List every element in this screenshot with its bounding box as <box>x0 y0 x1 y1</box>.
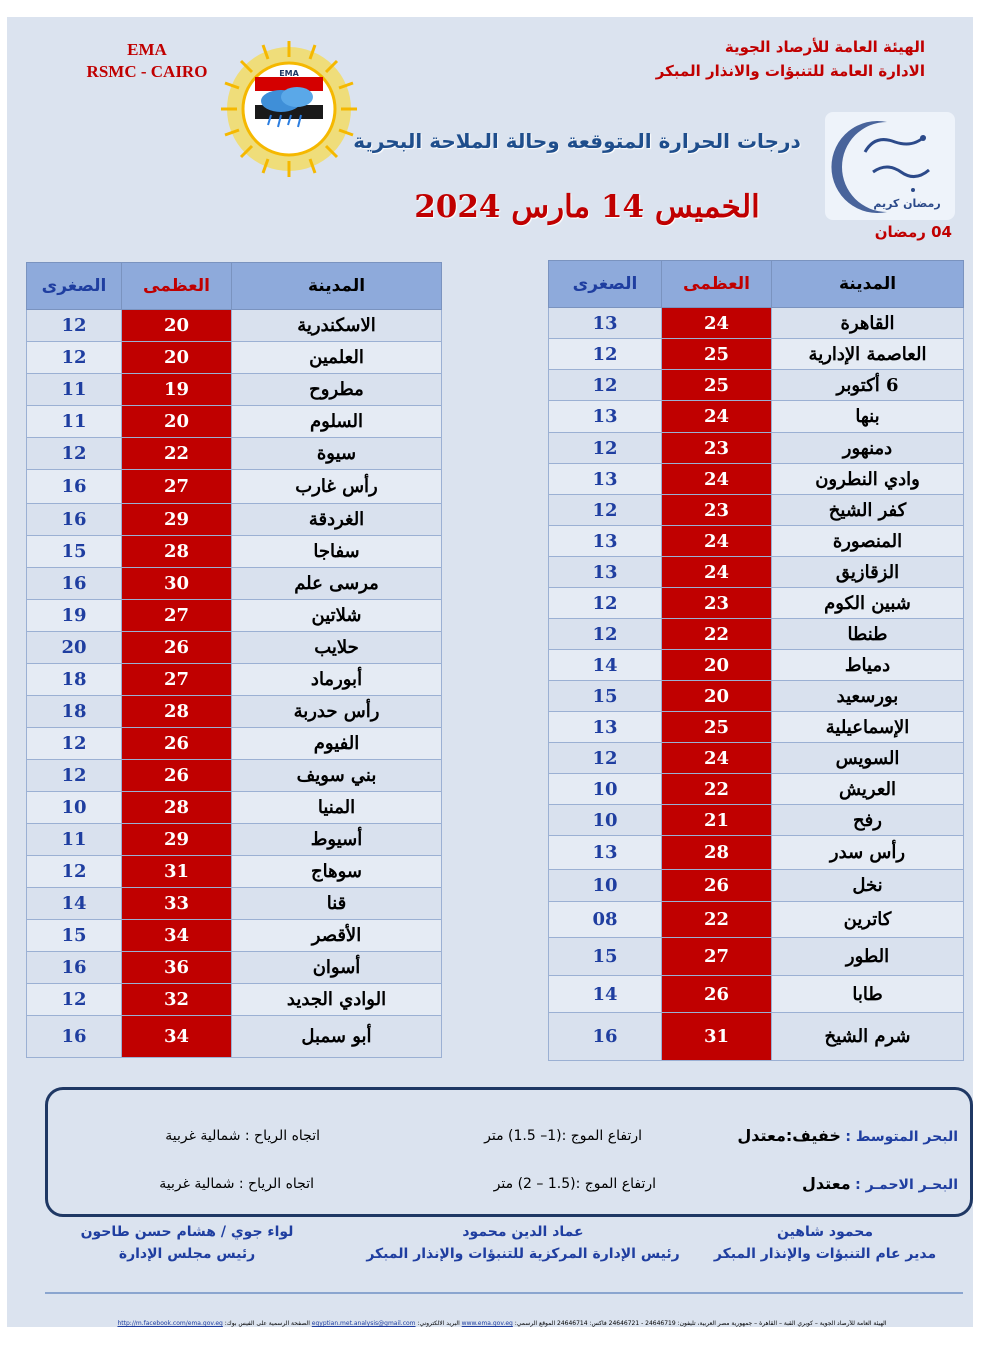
footer-address: الهيئة العامة للأرصاد الجوية – كوبري القبة – القاهرة – جمهورية مصر العربية، تليفون: 24646719 - 24646721 فاكس: 24646714 الموقع الرسمي: <box>514 1320 887 1327</box>
city-cell: العريش <box>772 774 964 805</box>
max-column-header: العظمى <box>662 261 772 308</box>
max-temp-cell: 20 <box>122 406 232 438</box>
med-wind-direction: اتجاه الرياح : شمالية غربية <box>165 1128 320 1144</box>
table-row <box>27 664 442 696</box>
city-cell: مرسى علم <box>232 568 442 600</box>
min-temp-cell: 12 <box>27 342 122 374</box>
marine-conditions-box <box>45 1087 973 1217</box>
table-row <box>549 619 964 650</box>
red-sea-label <box>802 1174 958 1193</box>
table-row <box>27 984 442 1016</box>
min-temp-cell: 14 <box>549 976 662 1013</box>
min-temp-cell: 13 <box>549 526 662 557</box>
max-temp-cell: 22 <box>662 619 772 650</box>
city-column-header: المدينة <box>232 263 442 310</box>
max-temp-cell: 27 <box>122 600 232 632</box>
city-cell: دمياط <box>772 650 964 681</box>
red-wave-height: ارتفاع الموج :(1.5 – 2) متر <box>493 1176 656 1192</box>
table-row <box>549 433 964 464</box>
city-cell: أسوان <box>232 952 442 984</box>
city-cell: طنطا <box>772 619 964 650</box>
max-temp-cell: 31 <box>122 856 232 888</box>
facebook-link[interactable]: http://m.facebook.com/ema.gov.eg <box>117 1320 223 1327</box>
min-temp-cell: 12 <box>549 339 662 370</box>
city-cell: حلايب <box>232 632 442 664</box>
min-temp-cell: 15 <box>549 681 662 712</box>
table-row <box>27 1016 442 1058</box>
signature-name: عماد الدين محمود <box>462 1224 584 1240</box>
max-temp-cell: 20 <box>662 681 772 712</box>
city-cell: بنها <box>772 401 964 433</box>
med-sea-state: خفيف:معتدل <box>737 1126 841 1145</box>
city-cell: أسيوط <box>232 824 442 856</box>
org-department: الادارة العامة للتنبؤات والانذار المبكر <box>655 62 925 80</box>
table-row <box>27 536 442 568</box>
city-cell: مطروح <box>232 374 442 406</box>
min-temp-cell: 11 <box>27 824 122 856</box>
max-temp-cell: 24 <box>662 526 772 557</box>
city-cell: الفيوم <box>232 728 442 760</box>
max-temp-cell: 22 <box>122 438 232 470</box>
table-row <box>27 888 442 920</box>
max-temp-cell: 25 <box>662 712 772 743</box>
med-sea-label <box>737 1126 958 1145</box>
min-temp-cell: 11 <box>27 406 122 438</box>
min-temp-cell: 15 <box>27 920 122 952</box>
city-cell: الأقصر <box>232 920 442 952</box>
max-temp-cell: 24 <box>662 401 772 433</box>
min-column-header: الصغرى <box>27 263 122 310</box>
table-row <box>549 902 964 938</box>
table-row <box>549 870 964 902</box>
table-row <box>549 836 964 870</box>
city-cell: سيوة <box>232 438 442 470</box>
table-row <box>27 856 442 888</box>
left-table-body <box>27 310 442 1058</box>
min-temp-cell: 13 <box>549 308 662 339</box>
signature-name: لواء جوي / هشام حسن طاحون <box>80 1224 294 1240</box>
table-row <box>27 310 442 342</box>
min-temp-cell: 14 <box>27 888 122 920</box>
city-cell: أبورماد <box>232 664 442 696</box>
city-cell: بني سويف <box>232 760 442 792</box>
max-temp-cell: 24 <box>662 743 772 774</box>
table-row <box>27 342 442 374</box>
min-temp-cell: 10 <box>27 792 122 824</box>
min-temp-cell: 14 <box>549 650 662 681</box>
max-temp-cell: 26 <box>662 870 772 902</box>
footer-contact <box>67 1320 937 1327</box>
bulletin-page <box>7 17 973 1327</box>
city-cell: سفاجا <box>232 536 442 568</box>
city-cell: سوهاج <box>232 856 442 888</box>
table-row <box>549 557 964 588</box>
min-temp-cell: 12 <box>549 588 662 619</box>
table-row <box>27 438 442 470</box>
email-link[interactable]: egyptian.met.analysis@gmail.com <box>311 1320 416 1327</box>
table-row <box>549 495 964 526</box>
logo-text: EMA <box>279 69 299 78</box>
max-temp-cell: 20 <box>662 650 772 681</box>
max-temp-cell: 24 <box>662 308 772 339</box>
city-cell: العاصمة الإدارية <box>772 339 964 370</box>
city-cell: 6 أكتوبر <box>772 370 964 401</box>
max-temp-cell: 34 <box>122 920 232 952</box>
table-row <box>549 712 964 743</box>
city-cell: كفر الشيخ <box>772 495 964 526</box>
city-cell: الزقازيق <box>772 557 964 588</box>
min-temp-cell: 19 <box>27 600 122 632</box>
left-temperature-table <box>26 262 442 1058</box>
table-header-row <box>549 261 964 308</box>
organization-arabic <box>656 35 925 83</box>
min-temp-cell: 12 <box>27 760 122 792</box>
email-label: البريد الالكتروني: <box>417 1320 460 1327</box>
min-temp-cell: 12 <box>27 310 122 342</box>
max-temp-cell: 29 <box>122 824 232 856</box>
min-temp-cell: 16 <box>27 952 122 984</box>
max-temp-cell: 34 <box>122 1016 232 1058</box>
min-temp-cell: 16 <box>27 568 122 600</box>
city-cell: شبين الكوم <box>772 588 964 619</box>
city-cell: طابا <box>772 976 964 1013</box>
right-temperature-table <box>548 260 964 1061</box>
min-temp-cell: 12 <box>549 495 662 526</box>
max-temp-cell: 23 <box>662 588 772 619</box>
table-row <box>549 464 964 495</box>
max-temp-cell: 21 <box>662 805 772 836</box>
max-temp-cell: 20 <box>122 342 232 374</box>
min-temp-cell: 12 <box>27 438 122 470</box>
signature-central-director <box>363 1221 683 1265</box>
med-sea-name: البحر المتوسط : <box>845 1129 958 1145</box>
city-cell: رأس سدر <box>772 836 964 870</box>
max-temp-cell: 25 <box>662 370 772 401</box>
table-row <box>549 774 964 805</box>
city-cell: الطور <box>772 938 964 976</box>
table-row <box>27 374 442 406</box>
table-row <box>549 650 964 681</box>
table-row <box>549 401 964 433</box>
ema-logo-icon <box>219 39 359 179</box>
city-cell: أبو سمبل <box>232 1016 442 1058</box>
city-cell: نخل <box>772 870 964 902</box>
city-cell: الوادي الجديد <box>232 984 442 1016</box>
city-cell: رأس غارب <box>232 470 442 504</box>
max-temp-cell: 31 <box>662 1013 772 1061</box>
table-row <box>27 792 442 824</box>
table-row <box>549 681 964 712</box>
ramadan-moon-icon <box>825 112 955 220</box>
min-temp-cell: 11 <box>27 374 122 406</box>
city-column-header: المدينة <box>772 261 964 308</box>
red-sea-state: معتدل <box>802 1174 851 1193</box>
city-cell: الإسماعيلية <box>772 712 964 743</box>
min-temp-cell: 10 <box>549 870 662 902</box>
ema-acronym: EMA <box>127 40 167 59</box>
city-cell: الاسكندرية <box>232 310 442 342</box>
city-cell: العلمين <box>232 342 442 374</box>
max-temp-cell: 28 <box>122 696 232 728</box>
table-row <box>27 632 442 664</box>
table-row <box>549 588 964 619</box>
max-temp-cell: 26 <box>122 728 232 760</box>
max-temp-cell: 25 <box>662 339 772 370</box>
table-row <box>27 824 442 856</box>
min-temp-cell: 13 <box>549 836 662 870</box>
table-row <box>549 743 964 774</box>
max-temp-cell: 22 <box>662 774 772 805</box>
min-temp-cell: 16 <box>27 504 122 536</box>
table-row <box>27 470 442 504</box>
city-cell: السلوم <box>232 406 442 438</box>
city-cell: السويس <box>772 743 964 774</box>
min-temp-cell: 10 <box>549 805 662 836</box>
page-title: درجات الحرارة المتوقعة وحالة الملاحة البحرية <box>353 129 801 153</box>
max-temp-cell: 28 <box>122 792 232 824</box>
forecast-date: الخميس 14 مارس 2024 <box>414 189 760 225</box>
signature-name: محمود شاهين <box>776 1224 874 1240</box>
min-temp-cell: 18 <box>27 664 122 696</box>
max-temp-cell: 26 <box>122 760 232 792</box>
table-row <box>549 1013 964 1061</box>
min-temp-cell: 13 <box>549 712 662 743</box>
min-temp-cell: 13 <box>549 401 662 433</box>
table-row <box>549 370 964 401</box>
min-temp-cell: 12 <box>549 619 662 650</box>
table-row <box>27 406 442 438</box>
max-temp-cell: 36 <box>122 952 232 984</box>
min-temp-cell: 12 <box>27 856 122 888</box>
table-row <box>27 696 442 728</box>
min-temp-cell: 12 <box>27 984 122 1016</box>
city-cell: وادي النطرون <box>772 464 964 495</box>
min-temp-cell: 13 <box>549 557 662 588</box>
max-temp-cell: 23 <box>662 433 772 464</box>
max-temp-cell: 28 <box>662 836 772 870</box>
website-link[interactable]: www.ema.gov.eg <box>461 1320 513 1327</box>
city-cell: الغردقة <box>232 504 442 536</box>
max-temp-cell: 26 <box>662 976 772 1013</box>
min-temp-cell: 18 <box>27 696 122 728</box>
table-row <box>549 976 964 1013</box>
city-cell: رأس حدربة <box>232 696 442 728</box>
table-row <box>27 600 442 632</box>
city-cell: دمنهور <box>772 433 964 464</box>
hijri-date: 04 رمضان <box>874 223 952 241</box>
signature-forecast-director <box>695 1221 955 1265</box>
city-cell: رفح <box>772 805 964 836</box>
min-column-header: الصغرى <box>549 261 662 308</box>
max-temp-cell: 30 <box>122 568 232 600</box>
min-temp-cell: 13 <box>549 464 662 495</box>
max-temp-cell: 22 <box>662 902 772 938</box>
max-temp-cell: 27 <box>662 938 772 976</box>
max-temp-cell: 20 <box>122 310 232 342</box>
city-cell: المنيا <box>232 792 442 824</box>
min-temp-cell: 16 <box>549 1013 662 1061</box>
red-sea-name: البحـر الاحمـر : <box>855 1177 958 1193</box>
city-cell: بورسعيد <box>772 681 964 712</box>
min-temp-cell: 16 <box>27 470 122 504</box>
table-row <box>549 526 964 557</box>
city-cell: كاترين <box>772 902 964 938</box>
signature-title: رئيس الإدارة المركزية للتنبؤات والإنذار المبكر <box>366 1246 680 1262</box>
signature-title: مدير عام التنبؤات والإنذار المبكر <box>713 1246 937 1262</box>
signature-board-chairman <box>67 1221 307 1265</box>
min-temp-cell: 15 <box>27 536 122 568</box>
table-row <box>549 805 964 836</box>
rsmc-label: RSMC - CAIRO <box>86 62 208 81</box>
table-row <box>27 568 442 600</box>
moon-text: رمضان كريم <box>873 197 941 210</box>
min-temp-cell: 16 <box>27 1016 122 1058</box>
max-temp-cell: 24 <box>662 557 772 588</box>
signature-title: رئيس مجلس الإدارة <box>118 1246 256 1262</box>
table-row <box>27 504 442 536</box>
max-temp-cell: 29 <box>122 504 232 536</box>
min-temp-cell: 12 <box>549 370 662 401</box>
min-temp-cell: 20 <box>27 632 122 664</box>
min-temp-cell: 10 <box>549 774 662 805</box>
max-temp-cell: 28 <box>122 536 232 568</box>
table-row <box>27 952 442 984</box>
city-cell: قنا <box>232 888 442 920</box>
facebook-label: الصفحة الرسمية على الفيس بوك: <box>224 1320 310 1327</box>
table-row <box>27 760 442 792</box>
table-row <box>27 920 442 952</box>
max-temp-cell: 19 <box>122 374 232 406</box>
footer-divider <box>45 1292 963 1294</box>
city-cell: شرم الشيخ <box>772 1013 964 1061</box>
table-row <box>549 339 964 370</box>
med-wave-height: ارتفاع الموج :(1– 1.5) متر <box>484 1128 642 1144</box>
max-column-header: العظمى <box>122 263 232 310</box>
min-temp-cell: 12 <box>549 743 662 774</box>
ema-english-label <box>67 39 227 83</box>
red-wind-direction: اتجاه الرياح : شمالية غربية <box>159 1176 314 1192</box>
table-row <box>549 938 964 976</box>
max-temp-cell: 27 <box>122 664 232 696</box>
org-name: الهيئة العامة للأرصاد الجوية <box>724 38 925 56</box>
max-temp-cell: 27 <box>122 470 232 504</box>
table-row <box>549 308 964 339</box>
max-temp-cell: 24 <box>662 464 772 495</box>
table-header-row <box>27 263 442 310</box>
max-temp-cell: 26 <box>122 632 232 664</box>
right-table-body <box>549 308 964 1061</box>
table-row <box>27 728 442 760</box>
city-cell: شلاتين <box>232 600 442 632</box>
max-temp-cell: 32 <box>122 984 232 1016</box>
min-temp-cell: 12 <box>549 433 662 464</box>
city-cell: القاهرة <box>772 308 964 339</box>
max-temp-cell: 23 <box>662 495 772 526</box>
city-cell: المنصورة <box>772 526 964 557</box>
min-temp-cell: 12 <box>27 728 122 760</box>
min-temp-cell: 15 <box>549 938 662 976</box>
max-temp-cell: 33 <box>122 888 232 920</box>
min-temp-cell: 08 <box>549 902 662 938</box>
